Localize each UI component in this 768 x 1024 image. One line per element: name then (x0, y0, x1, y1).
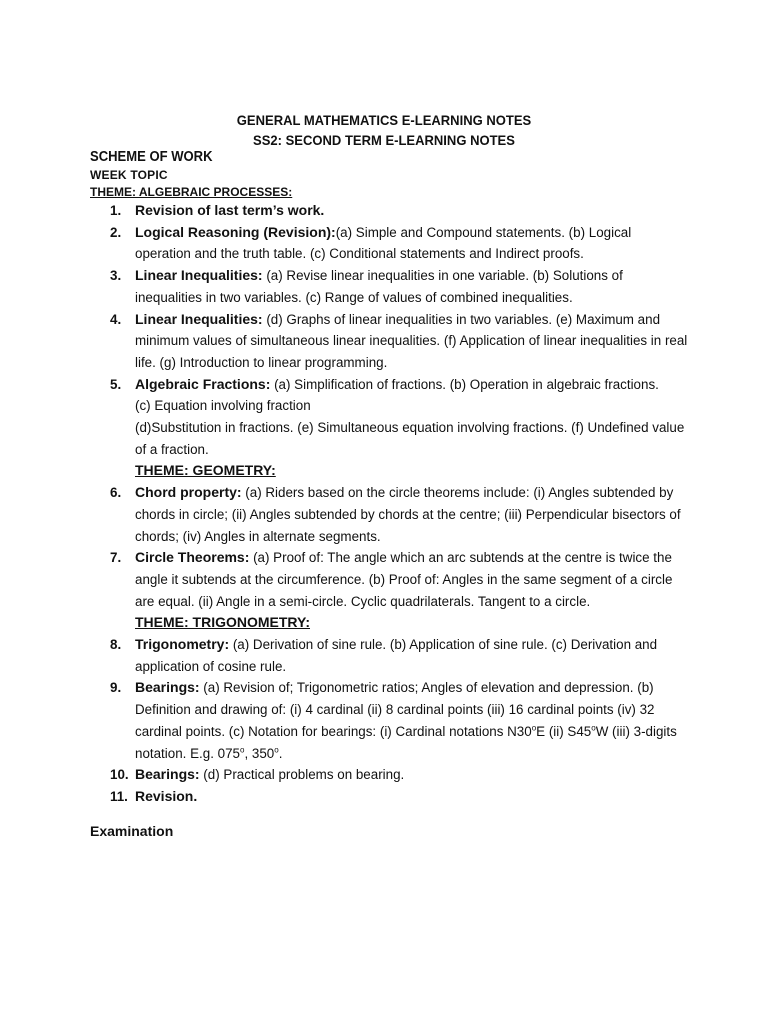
title-line-1: GENERAL MATHEMATICS E-LEARNING NOTES (236, 112, 532, 128)
topic-list (90, 200, 690, 808)
item-text: . (278, 745, 283, 761)
item-number: 10. (110, 767, 129, 783)
item-number: 3. (110, 268, 122, 284)
scheme-heading: SCHEME OF WORK (90, 149, 213, 165)
list-item (90, 482, 690, 547)
theme-algebraic-heading: THEME: ALGEBRAIC PROCESSES: (90, 185, 293, 199)
list-item (90, 265, 690, 308)
item-heading: Revision. (135, 787, 198, 804)
item-number: 7. (110, 550, 122, 566)
item-text: (a) Simplification of fractions. (b) Operation in algebraic fractions. (270, 376, 659, 392)
theme-geometry-heading: THEME: GEOMETRY: (135, 462, 276, 479)
list-item (90, 677, 690, 764)
item-text: (a) Derivation of sine rule. (b) Application of sine rule. (c) Derivation and application of cosine rule. (135, 637, 658, 674)
item-text: (a) Revision of; Trigonometric ratios; Angles of elevation and depression. (b) Definition and drawing of: (i) 4 cardinal (ii) 8 cardinal points (iii) 16 cardinal points (iv) 32 cardinal points. (c) Notation for bearings: (i) Cardinal notations N30 (135, 680, 655, 739)
item-text: (d) Graphs of linear inequalities in two variables. (e) Maximum and minimum values of simultaneous linear inequalities. (f) Application of linear inequalities in real life. (g) Introduction to linear programming. (135, 311, 688, 370)
item-number: 6. (110, 485, 122, 501)
item-text: W (iii) 3-digits notation. E.g. 075 (135, 723, 677, 761)
title-line-2: SS2: SECOND TERM E-LEARNING NOTES (253, 132, 515, 148)
list-item (90, 222, 690, 265)
list-item (90, 200, 690, 222)
degree-superscript: o (274, 745, 279, 755)
document-title (27, 110, 741, 150)
list-item (90, 786, 690, 808)
item-heading: Chord property: (135, 484, 242, 501)
item-number: 1. (110, 203, 122, 218)
item-number: 4. (110, 311, 122, 327)
item-text: (a) Proof of: The angle which an arc subtends at the centre is twice the angle it subtends at the circumference. (b) Proof of: Angles in the same segment of a circle are equal. (ii) Angle in a semi-circle. Cyclic quadrilaterals. Tangent to a circle. (135, 550, 673, 609)
item-number: 8. (110, 637, 122, 653)
item-text: (d) Practical problems on bearing. (199, 767, 405, 783)
list-item (90, 374, 690, 461)
item-heading: Linear Inequalities: (135, 267, 263, 284)
list-item (90, 547, 690, 612)
item-heading: Logical Reasoning (Revision): (135, 223, 336, 240)
item-number: 5. (110, 376, 122, 392)
item-heading: Algebraic Fractions: (135, 375, 271, 392)
degree-superscript: o (531, 723, 537, 733)
item-heading: Trigonometry: (135, 636, 230, 653)
item-heading: Bearings: (135, 679, 200, 696)
item-heading: Revision of last term’s work. (135, 202, 325, 218)
item-heading: Bearings: (135, 766, 200, 783)
item-text: (a) Simple and Compound statements. (b) Logical operation and the truth table. (c) Conditional statements and Indirect proofs. (135, 224, 632, 262)
item-number: 11. (110, 788, 128, 804)
item-number: 9. (110, 680, 122, 696)
item-number: 2. (110, 224, 122, 240)
item-text: (a) Riders based on the circle theorems include: (i) Angles subtended by chords in circle; (ii) Angles subtended by chords at the centre; (iii) Perpendicular bisectors of chords; (iv) Angles in alternate segments. (135, 485, 681, 544)
list-item (90, 309, 690, 374)
degree-superscript: o (239, 745, 245, 755)
item-text-line-2: (c) Equation involving fraction (135, 398, 311, 414)
list-item (90, 764, 690, 786)
degree-superscript: o (591, 723, 596, 733)
examination-heading: Examination (90, 823, 174, 839)
list-item (90, 634, 690, 677)
item-text: E (ii) S45 (536, 723, 592, 739)
item-heading: Linear Inequalities: (135, 310, 263, 327)
theme-trigonometry-heading: THEME: TRIGONOMETRY: (135, 614, 310, 631)
item-text: (a) Revise linear inequalities in one variable. (b) Solutions of inequalities in two variables. (c) Range of values of combined inequalities. (135, 268, 623, 305)
week-topic-heading: WEEK TOPIC (90, 168, 168, 182)
item-heading: Circle Theorems: (135, 549, 250, 566)
item-text-line-3: (d)Substitution in fractions. (e) Simultaneous equation involving fractions. (f) Undefined value of a fraction. (135, 420, 685, 457)
item-text: , 350 (244, 745, 275, 761)
